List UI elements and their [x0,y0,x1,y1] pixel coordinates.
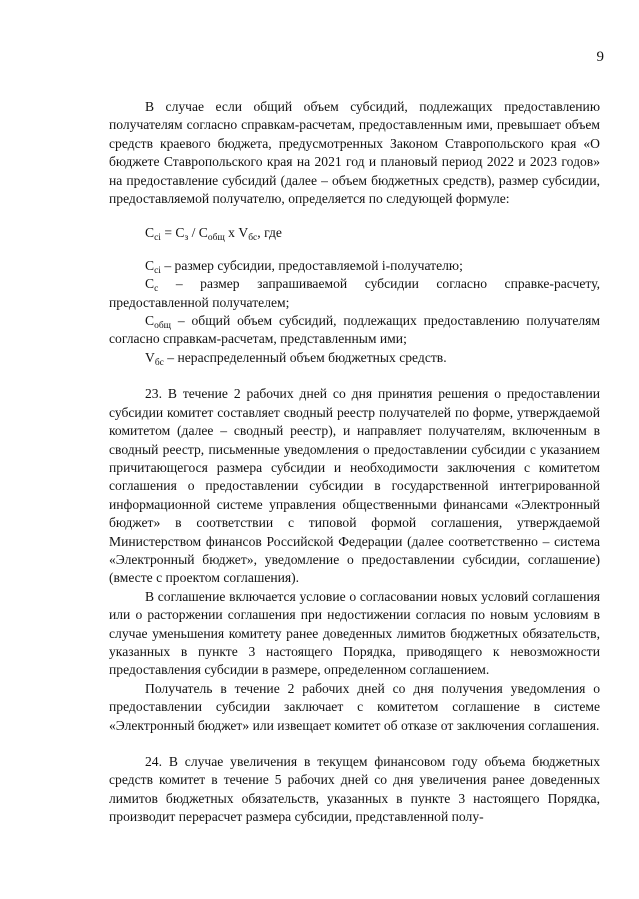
formula-c1: С [145,225,155,241]
page-number: 9 [596,49,604,65]
def-text: – размер запрашиваемой субсидии согласно справке-расчету, предоставленной получателем; [109,276,600,310]
formula-c2-sub: з [184,233,189,244]
paragraph-23-recipient: Получатель в течение 2 рабочих дней со дня получения уведомления о предоставлении субсидии заключает с комитетом соглашение в системе «Электронный бюджет» или извещает комитет об отказе от заключения соглашения. [109,680,600,733]
document-body [109,98,600,827]
formula-tail: , где [257,225,282,241]
def-symbol: V [145,349,155,365]
def-symbol: С [145,276,155,292]
formula-c1-sub: сi [154,233,161,244]
definition-vbs [109,349,600,367]
def-text: – общий объем субсидий, подлежащих предоставлению получателям согласно справкам-расчетам, представленным ими; [109,313,600,347]
def-text: – размер субсидии, предоставляемой i-получателю; [160,257,463,273]
definition-cobsh [109,312,600,349]
formula-c3-sub: общ [207,233,225,244]
formula-x: х V [224,225,249,241]
def-symbol: С [145,257,155,273]
def-subscript: с [154,284,159,295]
def-text: – нераспределенный объем бюджетных средств. [163,349,447,365]
formula [109,224,600,242]
definition-csi [109,257,600,275]
def-symbol: С [145,313,155,329]
def-subscript: бс [154,357,164,368]
paragraph-intro: В случае если общий объем субсидий, подлежащих предоставлению получателям согласно справкам-расчетам, предоставленным ими, превышает объем средств краевого бюджета, предусмотренных Законом Ставропольского края «О бюджете Ставропольского края на 2021 год и плановый период 2022 и 2023 годов» на предоставление субсидий (далее – объем бюджетных средств), размер субсидии, предоставляемой получателю, определяется по следующей формуле: [109,99,600,207]
def-subscript: общ [154,321,171,332]
definition-cc [109,275,600,312]
paragraph-23-agreement: В соглашение включается условие о согласовании новых условий соглашения или о расторжении соглашения при недостижении согласия по новым условиям в случае уменьшения комитету ранее доведенных лимитов бюджетных обязательств, указанных в пункте 3 настоящего Порядка, приводящего к невозможности предоставления субсидии в размере, определенном соглашением. [109,588,600,678]
paragraph-24: 24. В случае увеличения в текущем финансовом году объема бюджетных средств комитет в течение 5 рабочих дней со дня увеличения ранее доведенных лимитов бюджетных обязательств, указанных в пункте 3 настоящего Порядка, производит перерасчет размера субсидии, представленной полу- [109,754,600,825]
formula-eq: = С [160,225,185,241]
formula-v-sub: бс [248,233,258,244]
formula-div: / С [188,225,208,241]
def-subscript: сi [154,265,161,276]
paragraph-23: 23. В течение 2 рабочих дней со дня принятия решения о предоставлении субсидии комитет составляет сводный реестр получателей по форме, утверждаемой комитетом (далее – сводный реестр), и направляет получателям, включенным в сводный реестр, письменные уведомления о предоставлении субсидии с указанием причитающегося размера субсидии и необходимости заключения с комитетом соглашения о предоставлении субсидии в государственной интегрированной информационной системе управления общественными финансами «Электронный бюджет» в соответствии с типовой формой соглашения, утверждаемой Министерством финансов Российской Федерации (далее соответственно – система «Электронный бюджет», уведомление о предоставлении субсидии, соглашение) (вместе с проектом соглашения). [109,386,600,586]
